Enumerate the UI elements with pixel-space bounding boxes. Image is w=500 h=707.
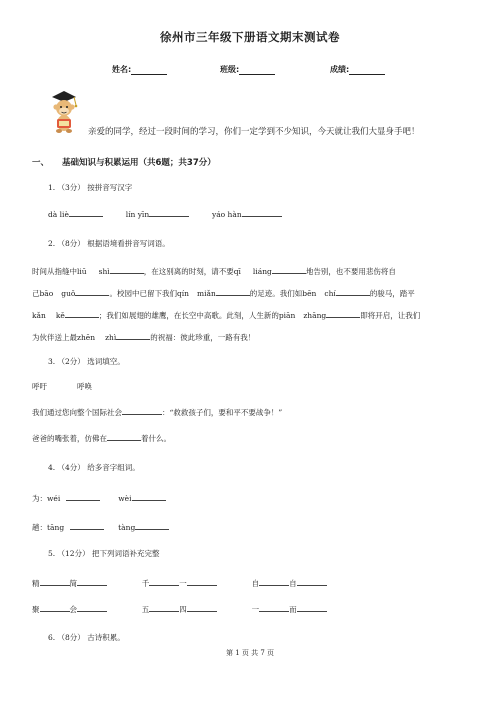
q1-item-3: yáo hàn — [211, 210, 242, 219]
q4-pinyin: tàng — [118, 523, 136, 532]
score-blank[interactable] — [349, 66, 385, 75]
q4-char: 趟： — [32, 523, 47, 532]
q1-blank-1[interactable] — [69, 209, 103, 217]
greeting-text: 亲爱的同学，经过一段时间的学习，你们一定学到不少知识，今天就让我们大显身手吧！ — [88, 127, 420, 137]
q5-blank[interactable] — [40, 578, 70, 586]
q2-blank-3[interactable] — [75, 288, 109, 296]
page-title: 徐州市三年级下册语文期末测试卷 — [160, 30, 340, 44]
q3-stem: 3. （2分） 选词填空。 — [48, 357, 125, 366]
q2-pinyin: shì — [98, 267, 110, 276]
section-number: 一、 — [32, 158, 50, 168]
q5-char: 聚 — [32, 605, 40, 614]
q2-line-3 — [32, 310, 420, 321]
q3-text: 着什么。 — [141, 434, 171, 443]
q5-blank[interactable] — [77, 604, 107, 612]
q5-blank[interactable] — [40, 604, 70, 612]
q2-blank-6[interactable] — [65, 310, 99, 318]
q4-pinyin: tāng — [47, 523, 65, 532]
q3-text: 爸爸的嘴张着，仿佛在 — [32, 434, 107, 443]
q3-word-2: 呼唤 — [77, 382, 92, 391]
q2-line-2 — [32, 288, 415, 299]
q5-char: 自 — [251, 579, 260, 588]
q5-char: 而 — [289, 605, 297, 614]
q2-text: 地告别，也不要用悲伤将自 — [305, 267, 396, 276]
section-title: 基础知识与积累运用（共6题；共37分） — [61, 158, 216, 168]
q4-row-2 — [32, 522, 169, 533]
q5-char: 会 — [69, 605, 77, 614]
q2-text: 的祝福：彼此珍重，一路有我！ — [150, 333, 256, 342]
q5-blank[interactable] — [149, 604, 179, 612]
q5-char: 一 — [179, 579, 187, 588]
q2-text: 为伙伴送上最zhēn — [32, 333, 96, 342]
q5-blank[interactable] — [77, 578, 107, 586]
q1-item-1: dà liè — [48, 210, 69, 219]
name-blank[interactable] — [131, 66, 167, 75]
q4-char: 为： — [32, 494, 47, 503]
q1-blank-3[interactable] — [242, 209, 282, 217]
q5-char: 一 — [251, 605, 260, 614]
q4-pinyin: wéi — [47, 494, 61, 503]
q2-pinyin: zhì — [105, 333, 117, 342]
q2-pinyin: kǎn — [32, 311, 46, 320]
q4-row-1 — [32, 493, 166, 504]
q2-text: 己bāo — [32, 289, 54, 298]
q2-line-4 — [32, 332, 255, 343]
score-field[interactable] — [330, 64, 385, 75]
name-label: 姓名: — [112, 65, 132, 74]
q2-pinyin: guǒ — [61, 289, 76, 298]
mascot-icon — [46, 88, 82, 134]
q1-item-2: lín yīn — [125, 210, 150, 219]
q2-text: 即将开启，让我们 — [360, 311, 421, 320]
name-field[interactable] — [112, 64, 167, 75]
q5-char: 简 — [69, 579, 77, 588]
q2-text: ；我们如展翅的雄鹰，在长空中高歌。此刻，人生新的piān — [98, 311, 296, 320]
q2-line-1 — [32, 266, 396, 277]
q2-pinyin: zhāng — [303, 311, 327, 320]
q1-items — [48, 209, 282, 219]
q2-text: ，在这别离的时刻，请不要qī — [143, 267, 241, 276]
q3-word-bank — [32, 381, 92, 392]
class-label: 班级: — [220, 65, 240, 74]
q2-blank-8[interactable] — [116, 332, 150, 340]
q5-blank[interactable] — [297, 604, 327, 612]
q2-text: 的足迹。我们如bēn — [249, 289, 317, 298]
q2-text: 。校园中已留下我们qín — [109, 289, 189, 298]
q3-sentence-1 — [32, 407, 282, 418]
q5-char: 自 — [289, 579, 297, 588]
q2-pinyin: chí — [324, 289, 336, 298]
q5-char: 精 — [32, 579, 40, 588]
q2-blank-4[interactable] — [216, 288, 250, 296]
q3-blank-2[interactable] — [107, 433, 141, 441]
q3-blank-1[interactable] — [122, 407, 162, 415]
q1-blank-2[interactable] — [149, 209, 189, 217]
q3-sentence-2 — [32, 433, 171, 444]
q4-blank-2[interactable] — [132, 493, 166, 501]
q2-text: 的骏马，踏平 — [369, 289, 415, 298]
q6-stem: 6. （8分） 古诗积累。 — [48, 633, 125, 642]
q5-char: 千 — [141, 579, 150, 588]
q3-text: 我们通过您向整个国际社会 — [32, 408, 122, 417]
class-blank[interactable] — [239, 66, 275, 75]
q2-text: 时间从指缝中liū — [32, 267, 87, 276]
section-heading — [32, 156, 216, 168]
q4-blank-1[interactable] — [66, 493, 100, 501]
q5-blank[interactable] — [149, 578, 179, 586]
q5-stem: 5. （12分） 把下列词语补充完整 — [48, 549, 160, 558]
q5-char: 四 — [179, 605, 187, 614]
q5-row-1 — [32, 578, 327, 589]
q2-stem: 2. （8分） 根据语境看拼音写词语。 — [48, 239, 170, 248]
q2-pinyin: liáng — [252, 267, 272, 276]
q2-pinyin: kě — [55, 311, 65, 320]
q5-row-2 — [32, 604, 327, 615]
q2-blank-5[interactable] — [336, 288, 370, 296]
q5-blank[interactable] — [187, 578, 217, 586]
q5-blank[interactable] — [187, 604, 217, 612]
q3-text: ：“救救孩子们，要和平不要战争！” — [162, 408, 283, 417]
q1-stem: 1. （3分） 按拼音写汉字 — [48, 183, 133, 192]
q2-blank-7[interactable] — [326, 310, 360, 318]
q5-blank[interactable] — [259, 604, 289, 612]
q5-char: 五 — [141, 605, 150, 614]
class-field[interactable] — [220, 64, 275, 75]
q5-blank[interactable] — [297, 578, 327, 586]
page-footer: 第 1 页 共 7 页 — [225, 649, 275, 657]
q2-blank-2[interactable] — [272, 266, 306, 274]
score-label: 成绩: — [330, 65, 350, 74]
q4-stem: 4. （4分） 给多音字组词。 — [48, 463, 140, 472]
q4-pinyin: wèi — [118, 494, 132, 503]
q4-blank-3[interactable] — [70, 522, 104, 530]
q2-pinyin: miǎn — [196, 289, 216, 298]
q5-blank[interactable] — [259, 578, 289, 586]
q3-word-1: 呼吁 — [32, 382, 47, 391]
q2-blank-1[interactable] — [110, 266, 144, 274]
q4-blank-4[interactable] — [135, 522, 169, 530]
